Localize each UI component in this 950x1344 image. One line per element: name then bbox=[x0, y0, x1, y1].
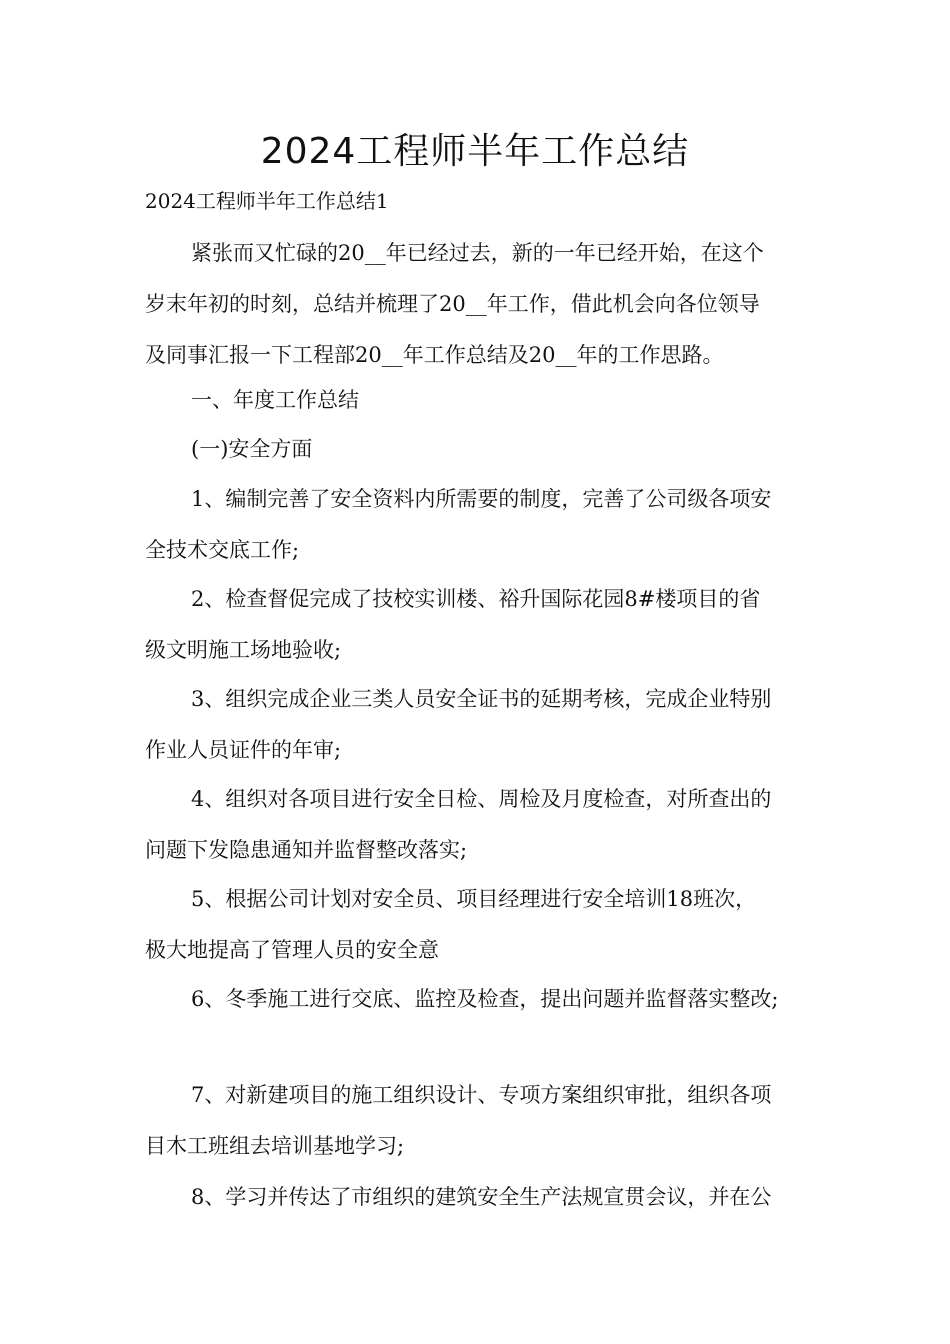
paragraph-line: 极大地提高了管理人员的安全意 bbox=[145, 938, 439, 962]
list-item-2 bbox=[145, 584, 815, 665]
paragraph-intro bbox=[145, 238, 815, 370]
paragraph-line: 2、检查督促完成了技校实训楼、裕升国际花园8#楼项目的省 bbox=[191, 587, 761, 611]
list-item-4 bbox=[145, 784, 815, 865]
paragraph-line: 级文明施工场地验收; bbox=[145, 638, 342, 662]
paragraph-line: 紧张而又忙碌的20__年已经过去，新的一年已经开始，在这个 bbox=[191, 241, 764, 265]
paragraph-line: 一、年度工作总结 bbox=[191, 388, 359, 412]
paragraph-line: 问题下发隐患通知并监督整改落实; bbox=[145, 838, 468, 862]
list-item-8 bbox=[145, 1182, 815, 1212]
paragraph-line: (一)安全方面 bbox=[191, 437, 313, 461]
paragraph-line: 作业人员证件的年审; bbox=[145, 738, 342, 762]
list-item-5 bbox=[145, 884, 815, 965]
paragraph-line: 岁末年初的时刻，总结并梳理了20__年工作，借此机会向各位领导 bbox=[145, 292, 760, 316]
paragraph-line: 1、编制完善了安全资料内所需要的制度，完善了公司级各项安 bbox=[191, 487, 772, 511]
document-title: 2024工程师半年工作总结 bbox=[260, 131, 690, 172]
paragraph-line: 及同事汇报一下工程部20__年工作总结及20__年的工作思路。 bbox=[145, 343, 724, 367]
list-item-1 bbox=[145, 484, 815, 565]
paragraph-line: 8、学习并传达了市组织的建筑安全生产法规宣贯会议，并在公 bbox=[191, 1185, 772, 1209]
section-heading bbox=[145, 385, 815, 415]
subsection-heading bbox=[145, 434, 815, 464]
paragraph-line: 6、冬季施工进行交底、监控及检查，提出问题并监督落实整改; bbox=[191, 987, 779, 1011]
paragraph-line: 全技术交底工作; bbox=[145, 538, 300, 562]
paragraph-line: 目木工班组去培训基地学习; bbox=[145, 1134, 405, 1158]
document-subtitle: 2024工程师半年工作总结1 bbox=[145, 189, 389, 213]
list-item-7 bbox=[145, 1080, 815, 1161]
paragraph-line: 4、组织对各项目进行安全日检、周检及月度检查，对所查出的 bbox=[191, 787, 772, 811]
list-item-6 bbox=[145, 984, 815, 1014]
paragraph-line: 3、组织完成企业三类人员安全证书的延期考核，完成企业特别 bbox=[191, 687, 772, 711]
list-item-3 bbox=[145, 684, 815, 765]
paragraph-line: 7、对新建项目的施工组织设计、专项方案组织审批，组织各项 bbox=[191, 1083, 772, 1107]
paragraph-line: 5、根据公司计划对安全员、项目经理进行安全培训18班次， bbox=[191, 887, 757, 911]
